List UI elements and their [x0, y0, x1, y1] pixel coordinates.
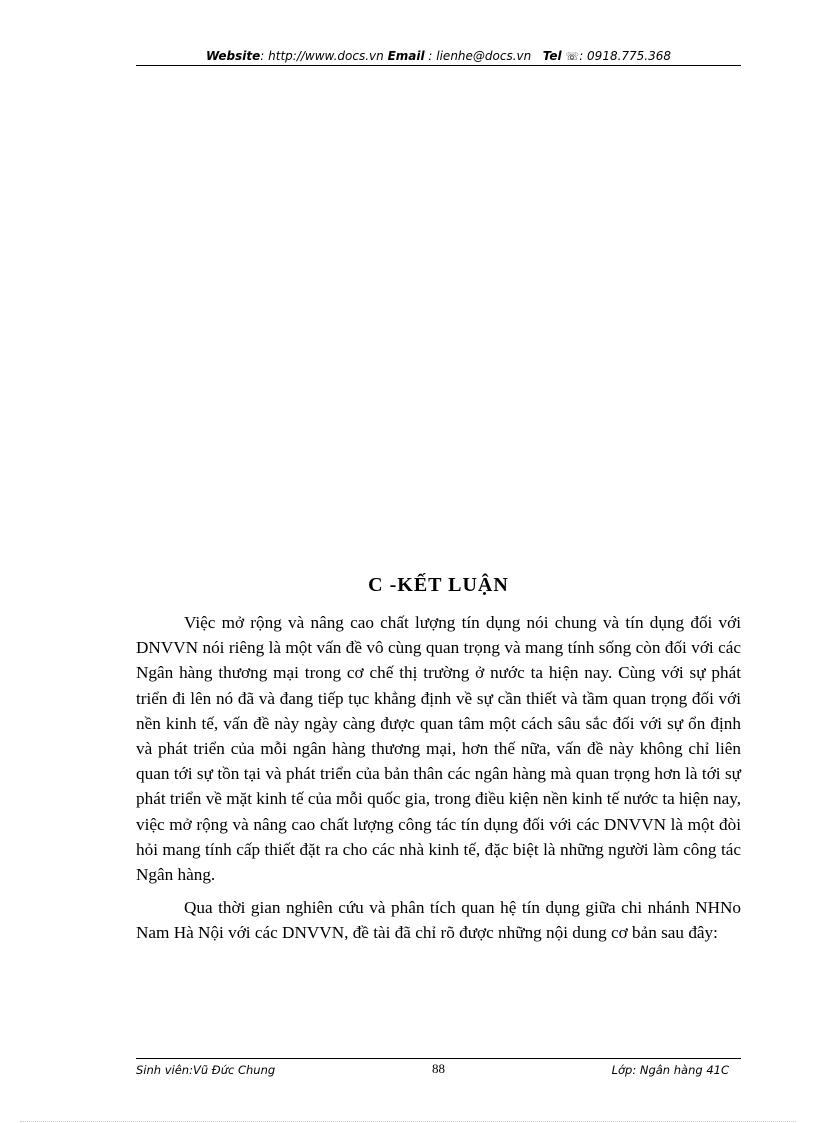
- paragraph: Việc mở rộng và nâng cao chất lượng tín dụng nói chung và tín dụng đối với DNVVN nói riêng là một vấn đề vô cùng quan trọng và mang tính sống còn đối với các Ngân hàng thương mại trong cơ chế thị trường ở nước ta hiện nay. Cùng với sự phát triển đi lên nó đã và đang tiếp tục khẳng định về sự cần thiết và tầm quan trọng đối với nền kinh tế, vấn đề này ngày càng được quan tâm một cách sâu sắc đối với sự ổn định và phát triển của mỗi ngân hàng thương mại, hơn thế nữa, vấn đề này không chỉ liên quan tới sự tồn tại và phát triển của bản thân các ngân hàng mà quan trọng hơn là tới sự phát triển về mặt kinh tế của mỗi quốc gia, trong điều kiện nền kinh tế nước ta hiện nay, việc mở rộng và nâng cao chất lượng công tác tín dụng đối với các DNVVN là một đòi hỏi mang tính cấp thiết đặt ra cho các nhà kinh tế, đặc biệt là những người làm công tác Ngân hàng.: [136, 613, 741, 885]
- tel-value: : 0918.775.368: [579, 49, 672, 63]
- website-value: : http://www.docs.vn: [260, 49, 384, 63]
- page-header: [136, 47, 741, 66]
- email-label: Email: [387, 49, 425, 63]
- footer-student: Sinh viên:Vũ Đức Chung: [136, 1063, 276, 1077]
- phone-icon: ☏: [565, 50, 580, 63]
- page-footer: [136, 1058, 741, 1079]
- page-edge-divider: [20, 1121, 796, 1122]
- document-body: [136, 610, 741, 954]
- page-number: 88: [432, 1061, 445, 1076]
- section-title: C -KẾT LUẬN: [368, 574, 509, 596]
- paragraph: Qua thời gian nghiên cứu và phân tích quan hệ tín dụng giữa chi nhánh NHNo Nam Hà Nội với các DNVVN, đề tài đã chỉ rõ được những nội dung cơ bản sau đây:: [136, 898, 741, 943]
- tel-label: Tel: [542, 49, 562, 63]
- email-value: : lienhe@docs.vn: [424, 49, 532, 63]
- footer-class: Lớp: Ngân hàng 41C: [611, 1063, 729, 1077]
- website-label: Website: [205, 49, 261, 63]
